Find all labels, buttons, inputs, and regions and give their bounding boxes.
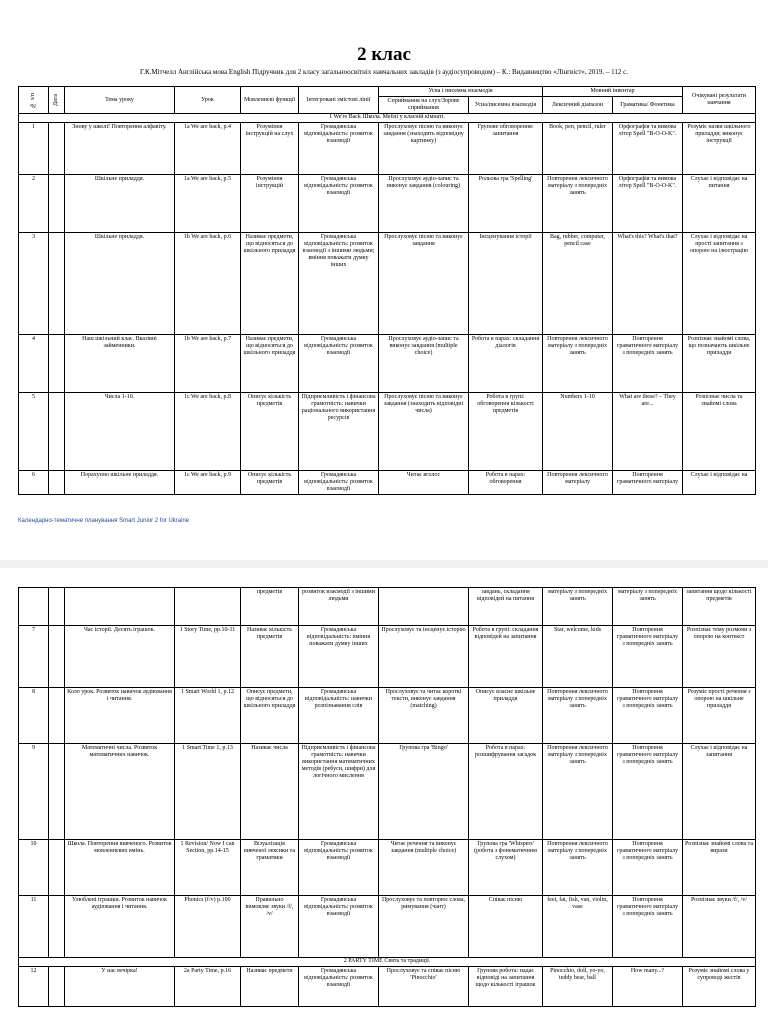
cell-topic: Коло урок. Розвиток навичок аудіювання і читання. [65, 688, 175, 744]
cell-listening: Прослуховує аудіо-запис та виконує завдання (multiple choice) [379, 335, 469, 393]
cell-competencies: Громадянська відповідальність: розвиток взаємодії [299, 967, 379, 1007]
header-language-inventory: Мовний інвентар [543, 87, 683, 97]
cell-vocabulary: Bag, rubber, computer, pencil case [543, 233, 613, 335]
header-date: Дата [49, 87, 65, 114]
cell-functions: Називає числа [241, 744, 299, 840]
cell-results: Розуміє знайомі слова у супроводі жестів [683, 967, 756, 1007]
cell-date [49, 471, 65, 495]
cell-results: Розпізнає числа та знайомі слова [683, 393, 756, 471]
header-lesson: Урок [175, 87, 241, 114]
cell-grammar: Повторення граматичного матеріалу [613, 471, 683, 495]
cell-lesson: 1b We are back, p.6 [175, 233, 241, 335]
cell-results: Слухає і відповідає на [683, 471, 756, 495]
cell-date [49, 840, 65, 896]
cell-results: Розпізнає тему розмови з опорою на контекст [683, 626, 756, 688]
cell-vocabulary: матеріалу з попередніх занять [543, 588, 613, 626]
section-title: 2 PARTY TIME Свята та традиції. [19, 958, 756, 967]
cell-vocabulary: Повторення лексичного матеріалу з попередніх занять [543, 175, 613, 233]
cell-lesson: 1a We are back, p.4 [175, 123, 241, 175]
cell-vocabulary: Повторення лексичного матеріалу з попередніх занять [543, 744, 613, 840]
table-row [19, 233, 756, 335]
table-row [19, 393, 756, 471]
cell-functions: Називає предмети, що відносяться до шкільного приладдя [241, 233, 299, 335]
cell-lesson: 1 Smart World 1, p.12 [175, 688, 241, 744]
cell-functions: предметів [241, 588, 299, 626]
cell-vocabulary: feet, fat, fish, van, violin, vase [543, 896, 613, 958]
cell-number [19, 588, 49, 626]
cell-listening: Прослуховує та повторює слова, римування (чант) [379, 896, 469, 958]
cell-lesson: 1c We are back, p.9 [175, 471, 241, 495]
cell-listening: Прослуховує та співає пісню 'Pinocchio' [379, 967, 469, 1007]
cell-interaction: Рольова гра 'Spelling' [469, 175, 543, 233]
cell-number: 10 [19, 840, 49, 896]
cell-listening [379, 588, 469, 626]
cell-listening: Читає вголос [379, 471, 469, 495]
page-separator [0, 560, 768, 568]
cell-functions: Розуміння інструкцій [241, 175, 299, 233]
cell-grammar: Орфографія та вимова літер Spell "B-O-O-K". [613, 123, 683, 175]
cell-number: 7 [19, 626, 49, 688]
table-header [19, 87, 756, 114]
cell-vocabulary: Numbers 1-10 [543, 393, 613, 471]
cell-listening: Прослуховує пісню та виконує завдання (знаходить відповідну картинку) [379, 123, 469, 175]
cell-competencies: Громадянська відповідальність: розвиток взаємодії з іншими людьми; вміння поважати думку інших [299, 233, 379, 335]
cell-listening: Читає речення та виконує завдання (multiple choice) [379, 840, 469, 896]
cell-competencies: Громадянська відповідальність: розвиток взаємодії [299, 840, 379, 896]
cell-functions: Описує кількість предметів [241, 471, 299, 495]
cell-functions: Називає кількість предметів [241, 626, 299, 688]
cell-functions: Називає предмети, що відносяться до шкільного приладдя [241, 335, 299, 393]
cell-vocabulary: Star, welcome, kids [543, 626, 613, 688]
cell-lesson [175, 588, 241, 626]
table-row [19, 626, 756, 688]
cell-date [49, 393, 65, 471]
cell-interaction: Інсценування історії [469, 233, 543, 335]
table-row [19, 967, 756, 1007]
cell-date [49, 967, 65, 1007]
cell-functions: Описує предмети, що відносяться до шкільного приладдя [241, 688, 299, 744]
cell-topic: Школа. Повторення вивченого. Розвиток мовленнєвих вмінь. [65, 840, 175, 896]
cell-competencies: Громадянська відповідальність: розвиток взаємодії [299, 896, 379, 958]
cell-number: 8 [19, 688, 49, 744]
cell-number: 12 [19, 967, 49, 1007]
cell-topic: Математичні числа. Розвиток математичних навичок. [65, 744, 175, 840]
cell-competencies: Підприємливість і фінансова грамотність: навички використання математичних методів (ребуси, шифри) для логічного мислення [299, 744, 379, 840]
cell-functions: Візуалізація вивченої лексики та граматики [241, 840, 299, 896]
cell-date [49, 175, 65, 233]
header-interaction-group: Усна і писемна взаємодія [379, 87, 543, 97]
cell-vocabulary: Book, pen, pencil, ruler [543, 123, 613, 175]
cell-interaction: Групова гра 'Whispers' (робота з фонематичним слухом) [469, 840, 543, 896]
header-listening: Сприймання на слух/Зорове сприймання [379, 97, 469, 114]
section-title: 1 We're Back Школа. Меблі у класній кімнаті. [19, 114, 756, 123]
lesson-plan-table-continued [18, 587, 756, 1007]
cell-grammar: матеріалу з попередніх занять [613, 588, 683, 626]
cell-topic: Час історії. Десять іграшок. [65, 626, 175, 688]
cell-interaction: Робота в групі: складання відповідей на запитання [469, 626, 543, 688]
cell-interaction: Групова робота: надає відповіді на запитання щодо кількості іграшок [469, 967, 543, 1007]
cell-grammar: Повторення граматичного матеріалу з попередніх занять [613, 840, 683, 896]
cell-topic [65, 588, 175, 626]
lesson-plan-table [18, 86, 756, 495]
cell-lesson: 2a Party Time, p.16 [175, 967, 241, 1007]
cell-vocabulary: Повторення лексичного матеріалу [543, 471, 613, 495]
cell-interaction: Описує власне шкільне приладдя [469, 688, 543, 744]
cell-vocabulary: Повторення лексичного матеріалу з попередніх занять [543, 335, 613, 393]
cell-listening: Прослуховує та інсценує історію [379, 626, 469, 688]
cell-competencies: розвиток взаємодії з іншими людьми [299, 588, 379, 626]
cell-lesson: 1a We are back, p.5 [175, 175, 241, 233]
cell-functions: Називає предмети [241, 967, 299, 1007]
cell-grammar: Повторення граматичного матеріалу з попередніх занять [613, 896, 683, 958]
cell-results: Слухає і відповідає на прості запитання з опорою на ілюстрацію [683, 233, 756, 335]
cell-grammar: Орфографія та вимова літер Spell "B-O-O-K". [613, 175, 683, 233]
cell-functions: Правильно вимовляє звуки /f/, /v/ [241, 896, 299, 958]
cell-topic: У нас вечірка! [65, 967, 175, 1007]
cell-number: 9 [19, 744, 49, 840]
section-row [19, 114, 756, 123]
table-row [19, 688, 756, 744]
cell-listening: Прослуховує аудіо-запис та виконує завдання (colouring) [379, 175, 469, 233]
cell-date [49, 233, 65, 335]
header-results: Очікувані результати навчання [683, 87, 756, 114]
table-row [19, 896, 756, 958]
cell-listening: Прослуховує та читає короткі тексти, виконує завдання (matching) [379, 688, 469, 744]
cell-results: Розпізнає знайомі слова та вирази [683, 840, 756, 896]
header-vocabulary: Лексичний діапазон [543, 97, 613, 114]
table-row [19, 744, 756, 840]
cell-competencies: Громадянська відповідальність: розвиток взаємодії [299, 471, 379, 495]
cell-topic: Знову у школі! Повторення алфавіту. [65, 123, 175, 175]
cell-vocabulary: Pinocchio, doll, yo-yo, teddy bear, ball [543, 967, 613, 1007]
cell-number: 3 [19, 233, 49, 335]
cell-vocabulary: Повторення лексичного матеріалу з попередніх занять [543, 840, 613, 896]
cell-listening: Групова гра 'Bingo' [379, 744, 469, 840]
cell-topic: Числа 1-10. [65, 393, 175, 471]
table-row [19, 588, 756, 626]
cell-number: 6 [19, 471, 49, 495]
cell-topic: Наш шкільний клас. Вказівні займенники. [65, 335, 175, 393]
cell-date [49, 123, 65, 175]
cell-results: Слухає і відповідає на питання [683, 175, 756, 233]
cell-date [49, 626, 65, 688]
cell-competencies: Громадянська відповідальність: розвиток взаємодії [299, 335, 379, 393]
cell-lesson: 1 Story Time, pp.10-11 [175, 626, 241, 688]
cell-listening: Прослуховує пісню та виконує завдання (знаходить відповідні числа) [379, 393, 469, 471]
table-body [19, 114, 756, 495]
cell-grammar: How many...? [613, 967, 683, 1007]
cell-topic: Улюблені іграшки. Розвиток навичок аудіювання і читання. [65, 896, 175, 958]
cell-lesson: 1 Smart Time 1, p.13 [175, 744, 241, 840]
cell-grammar: What's this? What's that? [613, 233, 683, 335]
cell-topic: Порахуємо шкільне приладдя. [65, 471, 175, 495]
cell-results: Слухає і відповідає на запитання [683, 744, 756, 840]
cell-topic: Шкільне приладдя. [65, 175, 175, 233]
header-grammar: Граматика/ Фонетика [613, 97, 683, 114]
cell-grammar: Повторення граматичного матеріалу з попередніх занять [613, 335, 683, 393]
page-footer: Календарно-тематичне планування Smart Junior 2 for Ukraine [18, 518, 190, 524]
cell-competencies: Громадянська відповідальність: вміння поважати думку інших [299, 626, 379, 688]
cell-grammar: What are these? – They are... [613, 393, 683, 471]
cell-functions: Описує кількість предметів [241, 393, 299, 471]
cell-grammar: Повторення граматичного матеріалу з попередніх занять [613, 626, 683, 688]
header-topic: Тема уроку [65, 87, 175, 114]
cell-number: 2 [19, 175, 49, 233]
cell-topic: Шкільне приладдя. [65, 233, 175, 335]
table-row [19, 123, 756, 175]
cell-interaction: Робота в парах: обговорення [469, 471, 543, 495]
cell-number: 5 [19, 393, 49, 471]
page-title: 2 клас [357, 44, 411, 65]
cell-lesson: Phonics (f/v) p.100 [175, 896, 241, 958]
textbook-reference: Г.К.Мітчелл Англійська мова English Підручник для 2 класу загальноосвітніх навчальних закладів (з аудіосупроводом) – К.: Видавництво «Лінгвіст», 2019. – 112 с. [139, 68, 629, 76]
cell-grammar: Повторення граматичного матеріалу з попередніх занять [613, 688, 683, 744]
cell-interaction: завдань, складання відповідей на питання [469, 588, 543, 626]
cell-vocabulary: Повторення лексичного матеріалу з попередніх занять [543, 688, 613, 744]
cell-lesson: 1 Revision/ Now I can Section, pp.14-15 [175, 840, 241, 896]
table-body-continued [19, 588, 756, 1007]
cell-results: Розпізнає звуки /f/, /v/ [683, 896, 756, 958]
cell-competencies: Підприємливість і фінансова грамотність: навички раціонального використання ресурсів [299, 393, 379, 471]
cell-interaction: Співає пісню [469, 896, 543, 958]
cell-results: Розуміє назви шкільного приладдя; виконує інструкції [683, 123, 756, 175]
table-row [19, 471, 756, 495]
cell-date [49, 896, 65, 958]
header-number: № з/п [19, 87, 49, 114]
cell-functions: Розуміння інструкцій на слух [241, 123, 299, 175]
cell-number: 1 [19, 123, 49, 175]
cell-interaction: Робота в парах: розшифрування загадок [469, 744, 543, 840]
cell-listening: Прослуховує пісню та виконує завдання [379, 233, 469, 335]
header-interaction: Усна/писемна взаємодія [469, 97, 543, 114]
table-row [19, 840, 756, 896]
cell-interaction: Робота в групі: обговорення кількості предметів [469, 393, 543, 471]
cell-date [49, 744, 65, 840]
cell-date [49, 588, 65, 626]
cell-interaction: Групове обговорення: запитання [469, 123, 543, 175]
cell-results: Розуміє прості речення з опорою на шкільне приладдя [683, 688, 756, 744]
document-page-2 [0, 568, 768, 1024]
cell-number: 4 [19, 335, 49, 393]
cell-date [49, 335, 65, 393]
cell-competencies: Громадянська відповідальність: розвиток взаємодії [299, 123, 379, 175]
cell-results: Розпізнає знайомі слова, що позначають шкільне приладдя [683, 335, 756, 393]
cell-lesson: 1c We are back, p.8 [175, 393, 241, 471]
cell-number: 11 [19, 896, 49, 958]
header-competencies: Інтегровані змістові лінії [299, 87, 379, 114]
cell-interaction: Робота в парах: складання діалогів [469, 335, 543, 393]
cell-competencies: Громадянська відповідальність: навички розпізнавання слів [299, 688, 379, 744]
cell-grammar: Повторення граматичного матеріалу з попередніх занять [613, 744, 683, 840]
table-row [19, 335, 756, 393]
cell-lesson: 1b We are back, p.7 [175, 335, 241, 393]
section-row [19, 958, 756, 967]
header-functions: Мовленнєві функції [241, 87, 299, 114]
cell-competencies: Громадянська відповідальність: розвиток взаємодії [299, 175, 379, 233]
cell-date [49, 688, 65, 744]
table-row [19, 175, 756, 233]
cell-results: запитання щодо кількості предметів [683, 588, 756, 626]
